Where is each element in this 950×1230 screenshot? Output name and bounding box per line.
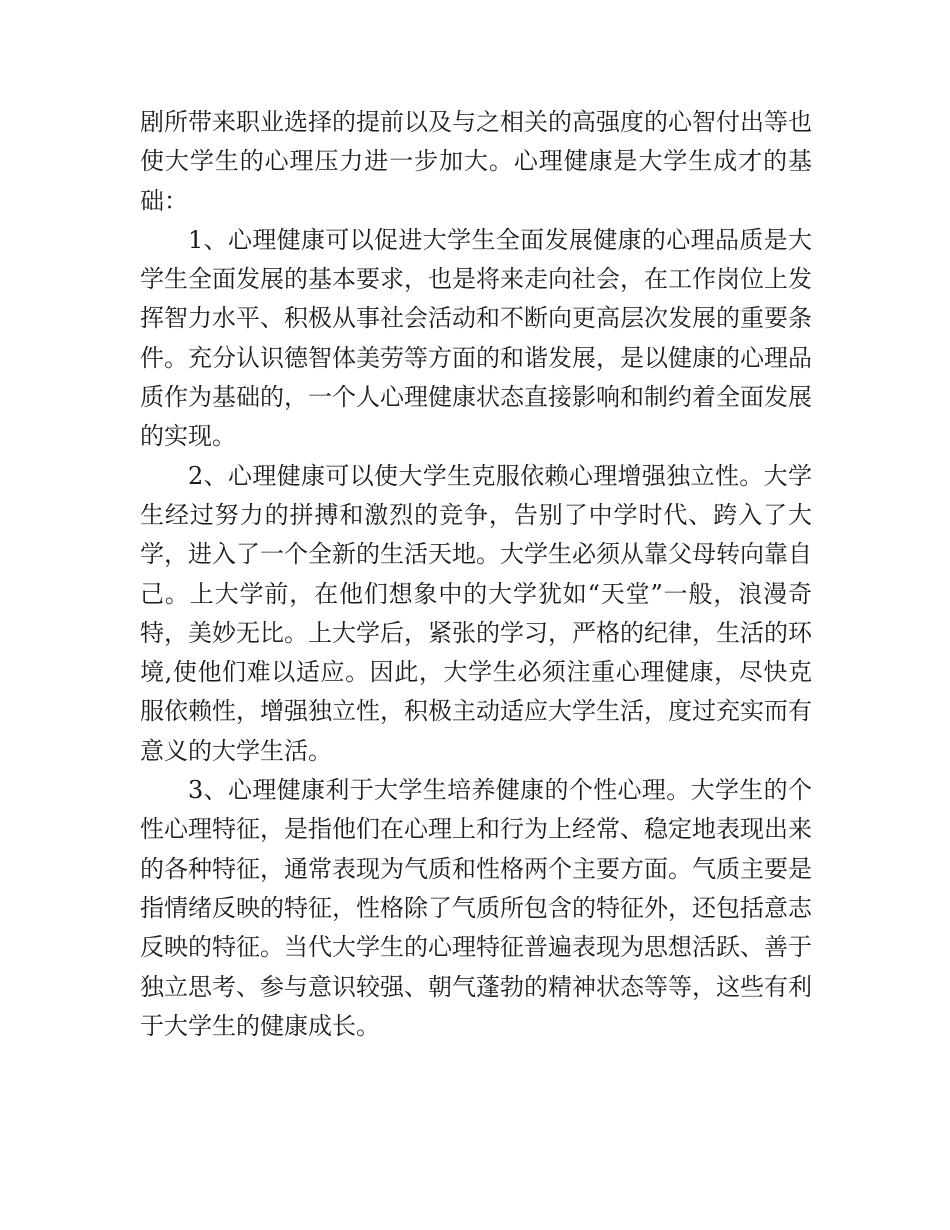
paragraph-point-2: 2、心理健康可以使大学生克服依赖心理增强独立性。大学生经过努力的拼搏和激烈的竞争，告别了中学时代、跨入了大学，进入了一个全新的生活天地。大学生必须从靠父母转向靠自己。上大学前，在他们想象中的大学犹如“天堂”一般，浪漫奇特，美妙无比。上大学后，紧张的学习，严格的纪律，生活的环境,使他们难以适应。因此，大学生必须注重心理健康，尽快克服依赖性，增强独立性，积极主动适应大学生活，度过充实而有意义的大学生活。	[140, 461, 812, 765]
document-body	[140, 103, 812, 1046]
paragraph-continuation: 剧所带来职业选择的提前以及与之相关的高强度的心智付出等也使大学生的心理压力进一步加大。心理健康是大学生成才的基础：	[140, 108, 812, 215]
paragraph-point-1: 1、心理健康可以促进大学生全面发展健康的心理品质是大学生全面发展的基本要求，也是将来走向社会，在工作岗位上发挥智力水平、积极从事社会活动和不断向更高层次发展的重要条件。充分认识德智体美劳等方面的和谐发展，是以健康的心理品质作为基础的，一个人心理健康状态直接影响和制约着全面发展的实现。	[140, 225, 812, 451]
paragraph-point-3: 3、心理健康利于大学生培养健康的个性心理。大学生的个性心理特征，是指他们在心理上和行为上经常、稳定地表现出来的各种特征，通常表现为气质和性格两个主要方面。气质主要是指情绪反映的特征，性格除了气质所包含的特征外，还包括意志反映的特征。当代大学生的心理特征普遍表现为思想活跃、善于独立思考、参与意识较强、朝气蓬勃的精神状态等等，这些有利于大学生的健康成长。	[140, 776, 812, 1040]
